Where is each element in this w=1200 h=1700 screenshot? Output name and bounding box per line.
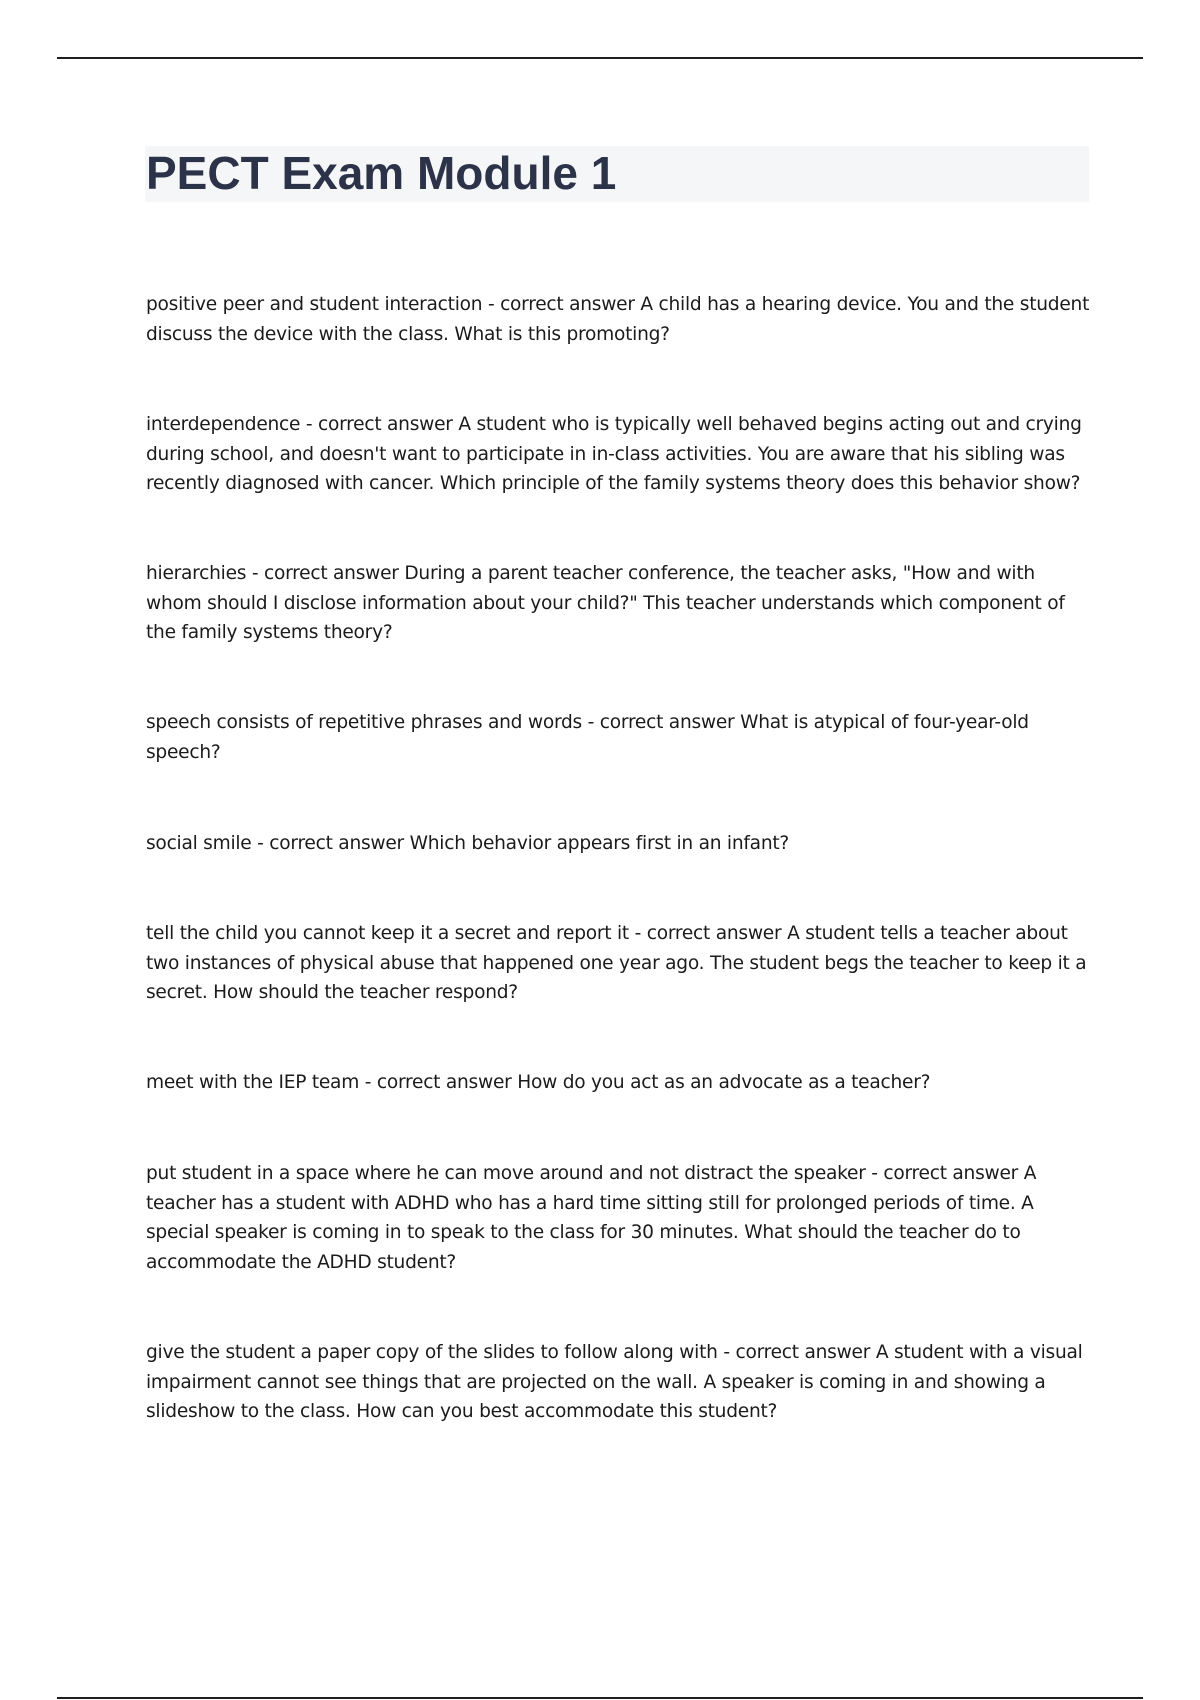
card-question: A student with a visual impairment cannot see things that are projected on the wall. A speaker is coming in and showing a slideshow to the class. How can you best accommodate this student? — [146, 1342, 1083, 1422]
card-answer: meet with the IEP team — [146, 1072, 360, 1093]
flashcard-item — [146, 410, 1091, 499]
flashcard-item — [146, 919, 1091, 1008]
card-question: A teacher has a student with ADHD who has a hard time sitting still for prolonged periods of time. A special speaker is coming in to speak to the class for 30 minutes. What should the teacher do to accommodate the ADHD student? — [146, 1163, 1037, 1273]
card-label: correct answer — [599, 712, 735, 733]
card-question: A student tells a teacher about two instances of physical abuse that happened one year ago. The student begs the teacher to keep it a secret. How should the teacher respond? — [146, 923, 1087, 1003]
card-label: correct answer — [264, 563, 399, 584]
flashcard-item — [146, 1068, 1091, 1098]
card-separator: - — [246, 563, 264, 584]
card-separator: - — [717, 1342, 736, 1363]
card-label: correct answer — [500, 294, 635, 315]
card-answer: positive peer and student interaction — [146, 294, 483, 315]
card-answer: social smile — [146, 833, 252, 854]
card-separator: - — [482, 294, 501, 315]
card-separator: - — [865, 1163, 884, 1184]
bottom-rule — [57, 1697, 1143, 1699]
page-title: PECT Exam Module 1 — [146, 147, 617, 199]
card-label: correct answer — [269, 833, 404, 854]
card-label: correct answer — [646, 923, 782, 944]
flashcard-item — [146, 290, 1091, 349]
card-separator: - — [582, 712, 600, 733]
top-rule — [57, 57, 1143, 59]
card-question: How do you act as an advocate as a teacher? — [517, 1072, 931, 1093]
flashcard-item — [146, 829, 1091, 859]
card-answer: interdependence — [146, 414, 301, 435]
flashcard-item — [146, 1159, 1091, 1277]
flashcard-item — [146, 708, 1091, 767]
flashcard-item — [146, 559, 1091, 648]
card-label: correct answer — [735, 1342, 871, 1363]
card-answer: give the student a paper copy of the slides to follow along with — [146, 1342, 718, 1363]
card-question: During a parent teacher conference, the teacher asks, "How and with whom should I disclose information about your child?" This teacher understands which component of the family systems theory? — [146, 563, 1065, 643]
card-separator: - — [300, 414, 318, 435]
card-label: correct answer — [883, 1163, 1019, 1184]
card-question: A student who is typically well behaved begins acting out and crying during school, and doesn't want to participate in in-class activities. You are aware that his sibling was recently diagnosed with cancer. Which principle of the family systems theory does this behavior show? — [146, 414, 1082, 494]
card-separator: - — [359, 1072, 377, 1093]
flashcard-item — [146, 1338, 1091, 1427]
card-separator: - — [628, 923, 647, 944]
card-separator: - — [251, 833, 270, 854]
card-question: A child has a hearing device. You and the student discuss the device with the class. What is this promoting? — [146, 294, 1090, 345]
card-question: What is atypical of four-year-old speech? — [146, 712, 1029, 763]
card-answer: speech consists of repetitive phrases and words — [146, 712, 582, 733]
card-question: Which behavior appears first in an infant? — [409, 833, 790, 854]
card-label: correct answer — [318, 414, 453, 435]
card-answer: put student in a space where he can move around and not distract the speaker — [146, 1163, 866, 1184]
card-answer: tell the child you cannot keep it a secret and report it — [146, 923, 629, 944]
card-label: correct answer — [376, 1072, 512, 1093]
card-answer: hierarchies — [146, 563, 247, 584]
